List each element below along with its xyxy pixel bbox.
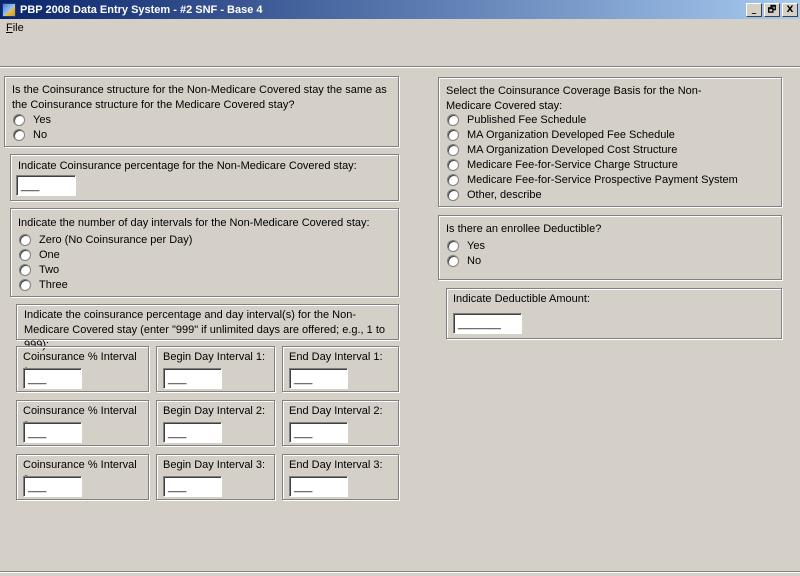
begin-day-interval-1-label: Begin Day Interval 1: (163, 351, 266, 363)
end-day-interval-3-label: End Day Interval 3: (289, 459, 383, 471)
coverage-basis-question: Select the Coinsurance Coverage Basis for the Non-Medicare Covered stay: (446, 85, 702, 112)
day-intervals-group (10, 208, 399, 297)
radio-button[interactable] (447, 114, 459, 126)
same-structure-group (4, 76, 399, 147)
title-bar (0, 0, 800, 19)
menu-file[interactable]: File (6, 22, 24, 34)
end-day-interval-1-group (282, 346, 399, 392)
begin-day-interval-3-group (156, 454, 275, 500)
begin-day-interval-3-label: Begin Day Interval 3: (163, 459, 266, 471)
coverage-basis-group (438, 77, 782, 207)
coinsurance-interval-1-label: Coinsurance % Interval (23, 351, 137, 363)
radio-button[interactable] (447, 144, 459, 156)
begin-day-interval-2-group (156, 400, 275, 446)
radio-button[interactable] (13, 129, 25, 141)
day-intervals-three-option[interactable] (19, 278, 68, 292)
day-intervals-zero-option[interactable] (19, 233, 192, 247)
coinsurance-interval-3-label: Coinsurance % Interval (23, 459, 137, 471)
interval-instructions-group (16, 304, 399, 351)
option-label: MA Organization Developed Fee Schedule (467, 129, 675, 141)
option-label: Published Fee Schedule (467, 114, 587, 126)
end-day-interval-3-group (282, 454, 399, 500)
coinsurance-interval-3-group (16, 454, 149, 500)
coinsurance-percent-group (10, 154, 399, 201)
coverage-basis-option-2[interactable] (447, 128, 675, 142)
coinsurance-interval-1-group (16, 346, 149, 392)
option-label: Zero (No Coinsurance per Day) (39, 234, 193, 246)
window-controls (744, 3, 798, 17)
status-separator (0, 571, 800, 573)
deductible-group (438, 215, 782, 280)
same-structure-question: Is the Coinsurance structure for the Non-Medicare Covered stay the same as the Coinsurance structure for the Medicare Covered stay? (12, 84, 387, 111)
option-label: No (467, 255, 482, 267)
end-day-interval-3-input[interactable]: ___ (289, 476, 348, 497)
same-structure-no-option[interactable] (13, 128, 47, 142)
coverage-basis-option-6[interactable] (447, 188, 542, 202)
day-intervals-two-option[interactable] (19, 263, 59, 277)
coinsurance-interval-2-label: Coinsurance % Interval (23, 405, 137, 417)
coverage-basis-option-3[interactable] (447, 143, 677, 157)
begin-day-interval-2-input[interactable]: ___ (163, 422, 222, 443)
radio-button[interactable] (447, 255, 459, 267)
minimize-button[interactable]: _ (746, 3, 762, 17)
radio-button[interactable] (447, 189, 459, 201)
restore-button[interactable]: 🗗 (764, 3, 780, 17)
begin-day-interval-1-group (156, 346, 275, 392)
deductible-no-option[interactable] (447, 254, 481, 268)
begin-day-interval-1-input[interactable]: ___ (163, 368, 222, 389)
option-label: Medicare Fee-for-Service Prospective Payment System (467, 174, 738, 186)
coinsurance-percent-input[interactable]: ___ (16, 175, 76, 196)
option-label: Yes (33, 114, 51, 126)
window-title: PBP 2008 Data Entry System - #2 SNF - Base 4 (20, 3, 263, 16)
end-day-interval-1-input[interactable]: ___ (289, 368, 348, 389)
radio-button[interactable] (447, 174, 459, 186)
interval-instructions: Indicate the coinsurance percentage and day interval(s) for the Non-Medicare Covered stay (enter "999" if unlimited days are offered; e.g., 1 to 999): (24, 309, 386, 351)
end-day-interval-1-label: End Day Interval 1: (289, 351, 383, 363)
option-label: Two (39, 264, 60, 276)
radio-button[interactable] (19, 279, 31, 291)
option-label: One (39, 249, 60, 261)
same-structure-yes-option[interactable] (13, 113, 51, 127)
end-day-interval-2-label: End Day Interval 2: (289, 405, 383, 417)
deductible-amount-group (446, 288, 782, 339)
coinsurance-interval-1-input[interactable]: ___ (23, 368, 82, 389)
deductible-question: Is there an enrollee Deductible? (446, 223, 602, 235)
deductible-yes-option[interactable] (447, 239, 485, 253)
coinsurance-interval-3-input[interactable]: ___ (23, 476, 82, 497)
toolbar-separator (0, 66, 800, 68)
coverage-basis-option-5[interactable] (447, 173, 738, 187)
radio-button[interactable] (19, 264, 31, 276)
app-icon (2, 3, 16, 17)
end-day-interval-2-input[interactable]: ___ (289, 422, 348, 443)
coinsurance-interval-2-input[interactable]: ___ (23, 422, 82, 443)
end-day-interval-2-group (282, 400, 399, 446)
option-label: Medicare Fee-for-Service Charge Structure (467, 159, 678, 171)
coinsurance-interval-2-group (16, 400, 149, 446)
day-intervals-question: Indicate the number of day intervals for the Non-Medicare Covered stay: (18, 217, 370, 229)
option-label: MA Organization Developed Cost Structure (467, 144, 678, 156)
option-label: Other, describe (467, 189, 542, 201)
radio-button[interactable] (19, 234, 31, 246)
close-button[interactable]: X (782, 3, 798, 17)
radio-button[interactable] (447, 129, 459, 141)
coinsurance-percent-label: Indicate Coinsurance percentage for the Non-Medicare Covered stay: (18, 160, 357, 172)
option-label: No (33, 129, 48, 141)
radio-button[interactable] (13, 114, 25, 126)
deductible-amount-input[interactable]: _______ (453, 313, 522, 334)
begin-day-interval-3-input[interactable]: ___ (163, 476, 222, 497)
menu-bar (0, 19, 800, 37)
option-label: Three (39, 279, 68, 291)
begin-day-interval-2-label: Begin Day Interval 2: (163, 405, 266, 417)
radio-button[interactable] (447, 159, 459, 171)
coverage-basis-option-4[interactable] (447, 158, 678, 172)
radio-button[interactable] (447, 240, 459, 252)
option-label: Yes (467, 240, 485, 252)
radio-button[interactable] (19, 249, 31, 261)
coverage-basis-option-1[interactable] (447, 113, 586, 127)
day-intervals-one-option[interactable] (19, 248, 60, 262)
deductible-amount-label: Indicate Deductible Amount: (453, 293, 590, 305)
